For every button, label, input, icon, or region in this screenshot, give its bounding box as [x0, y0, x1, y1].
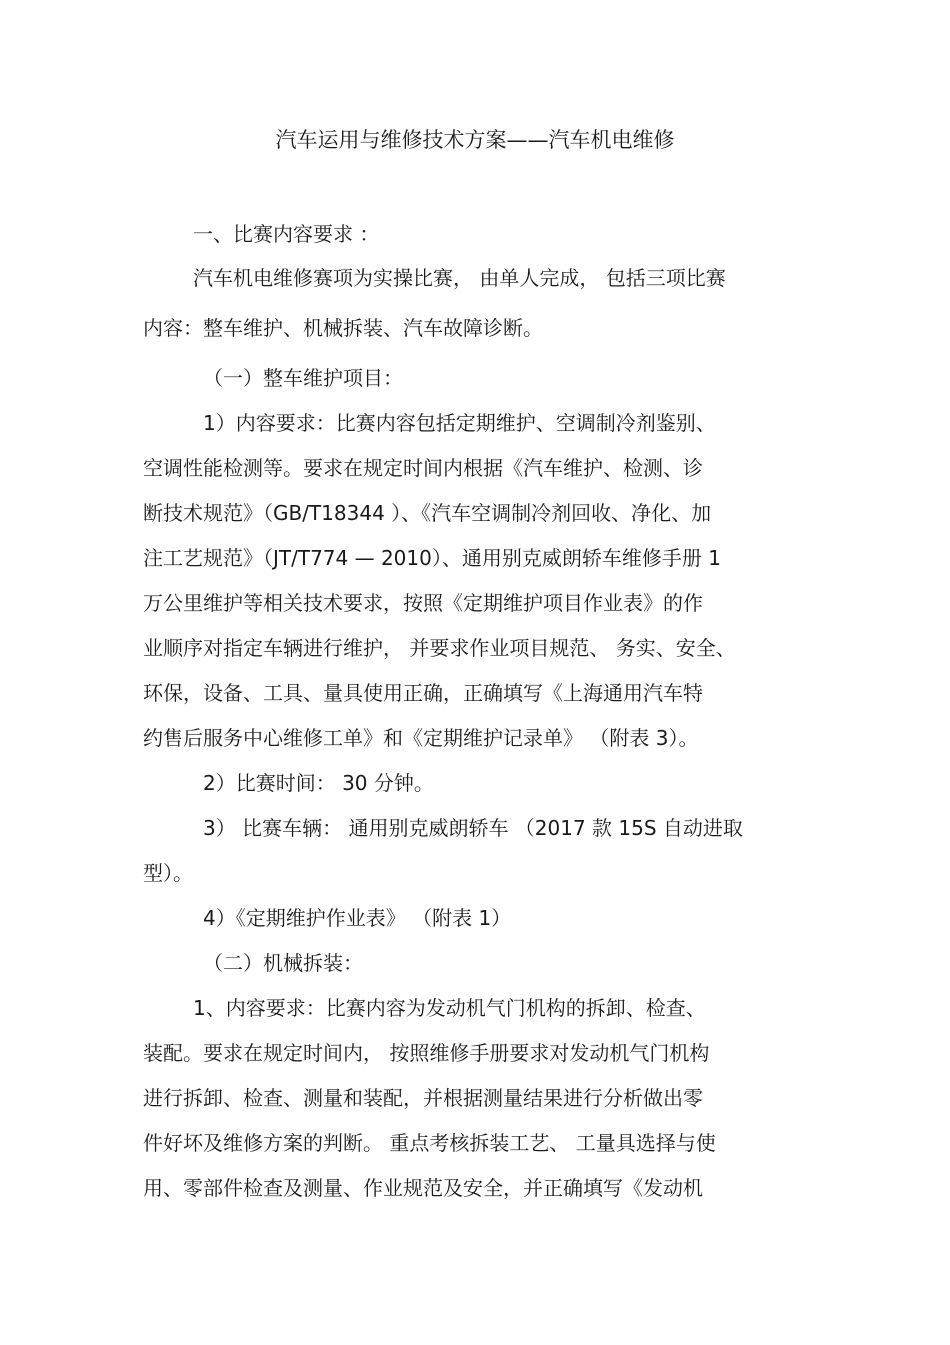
paragraph-line: 约售后服务中心维修工单》和《定期维护记录单》 （附表 3）。: [143, 726, 699, 750]
paragraph-line: 1、内容要求：比赛内容为发动机气门机构的拆卸、检查、: [193, 996, 706, 1020]
paragraph-line: 业顺序对指定车辆进行维护， 并要求作业项目规范、 务实、安全、: [143, 636, 736, 660]
paragraph-line: 环保，设备、工具、量具使用正确，正确填写《上海通用汽车特: [143, 681, 703, 705]
paragraph-line: 万公里维护等相关技术要求，按照《定期维护项目作业表》的作: [143, 591, 703, 615]
section-heading-requirements: 一、比赛内容要求 ：: [193, 222, 380, 246]
document-title: 汽车运用与维修技术方案——汽车机电维修: [275, 128, 675, 152]
subsection-heading-vehicle-maintenance: （一）整车维护项目：: [203, 366, 403, 390]
paragraph-line: 用、零部件检查及测量、作业规范及安全，并正确填写《发动机: [143, 1176, 703, 1200]
paragraph-line: 1）内容要求：比赛内容包括定期维护、空调制冷剂鉴别、: [203, 411, 716, 435]
paragraph-line: 件好坏及维修方案的判断。 重点考核拆装工艺、 工量具选择与使: [143, 1131, 716, 1155]
paragraph-line: 3） 比赛车辆： 通用别克威朗轿车 （2017 款 15S 自动进取: [203, 816, 743, 840]
paragraph-line: 4）《定期维护作业表》 （附表 1）: [203, 906, 512, 930]
paragraph-line: 汽车机电维修赛项为实操比赛， 由单人完成， 包括三项比赛: [193, 266, 726, 290]
paragraph-line: 进行拆卸、检查、测量和装配，并根据测量结果进行分析做出零: [143, 1086, 703, 1110]
paragraph-line: 型）。: [143, 861, 193, 885]
paragraph-line: 空调性能检测等。要求在规定时间内根据《汽车维护、检测、诊: [143, 456, 703, 480]
paragraph-line: 2）比赛时间： 30 分钟。: [203, 771, 434, 795]
paragraph-line: 装配。要求在规定时间内， 按照维修手册要求对发动机气门机构: [143, 1041, 710, 1065]
subsection-heading-mechanical-assembly: （二）机械拆装：: [203, 951, 363, 975]
paragraph-line: 注工艺规范》（JT/T774 — 2010）、通用别克威朗轿车维修手册 1: [143, 546, 721, 570]
paragraph-line: 内容：整车维护、机械拆装、汽车故障诊断。: [143, 316, 543, 340]
paragraph-line: 断技术规范》（GB/T18344 ）、《汽车空调制冷剂回收、净化、加: [143, 501, 712, 525]
